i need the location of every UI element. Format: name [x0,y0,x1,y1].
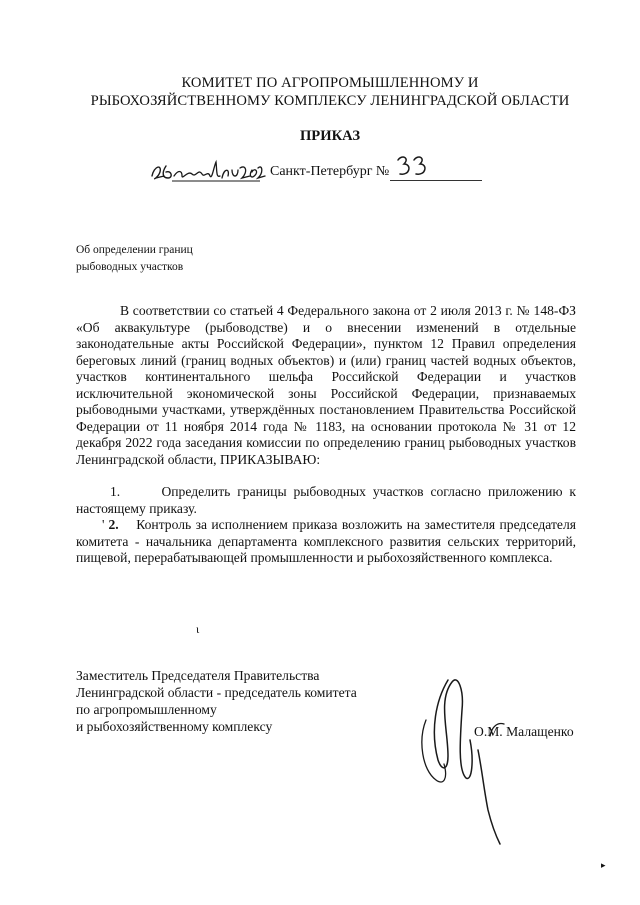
order-city-label: Санкт-Петербург № [270,164,390,179]
preamble-paragraph: В соответствии со статьей 4 Федерального закона от 2 июля 2013 г. № 148-ФЗ «Об аквакультуре (рыбоводстве) и о внесении изменений в отдельные законодательные акты Российской Федерации», пунктом 12 Правил определения береговых линий (границ водных объектов) и (или) границ частей водных объектов, участков континентального шельфа Российской Федерации и участков исключительной экономической зоны Российской Федерации, признаваемых рыбоводными участками, утверждённых постановлением Правительства Российской Федерации от 11 ноября 2014 года № 1183, на основании протокола № 31 от 12 декабря 2022 года заседания комиссии по определению границ рыбоводных участков Ленинградской области, ПРИКАЗЫВАЮ: [76,303,576,467]
document-body [76,303,576,567]
subject-line-2: рыбоводных участков [76,261,184,273]
scan-edge-mark: ▸ [601,860,606,870]
order-number-underline [390,180,482,181]
item-1-number: 1. [110,484,121,499]
item-2-text: Контроль за исполнением приказа возложить на заместителя председателя комитета - начальника департамента комплексного развития сельских территорий, пищевой, перерабатывающей промышленности и рыбохозяйственного комплекса. [76,517,577,565]
stray-scan-mark: ι [196,622,200,636]
signer-line-1: Заместитель Председателя Правительства [76,668,320,683]
signer-position [76,667,386,735]
signer-line-2: Ленинградской области - председатель комитета [76,685,357,700]
order-title: ПРИКАЗ [299,128,361,144]
subject-line-1: Об определении границ [76,244,193,256]
order-dateline [148,160,488,184]
document-subject [76,242,276,276]
item-1-text: Определить границы рыбоводных участков согласно приложению к настоящему приказу. [76,484,576,516]
header-line-1: КОМИТЕТ ПО АГРОПРОМЫШЛЕННОМУ И [181,75,479,91]
signer-name: О.М. Малащенко [474,724,574,739]
order-item-2: ' 2. Контроль за исполнением приказа возложить на заместителя председателя комитета - начальника департамента комплексного развития сельских территорий, пищевой, перерабатывающей промышленности и рыбохозяйственного комплекса. [76,517,577,565]
header-line-2: РЫБОХОЗЯЙСТВЕННОМУ КОМПЛЕКСУ ЛЕНИНГРАДСКОЙ ОБЛАСТИ [90,93,570,109]
handwritten-date [148,156,266,186]
item-2-number: 2. [108,517,119,532]
handwritten-order-number [392,152,432,182]
signer-line-3: по агропромышленному [76,702,217,717]
order-item-1 [76,484,576,517]
document-header [60,74,600,110]
handwritten-signature [418,660,528,850]
signer-line-4: и рыбохозяйственному комплексу [76,719,273,734]
